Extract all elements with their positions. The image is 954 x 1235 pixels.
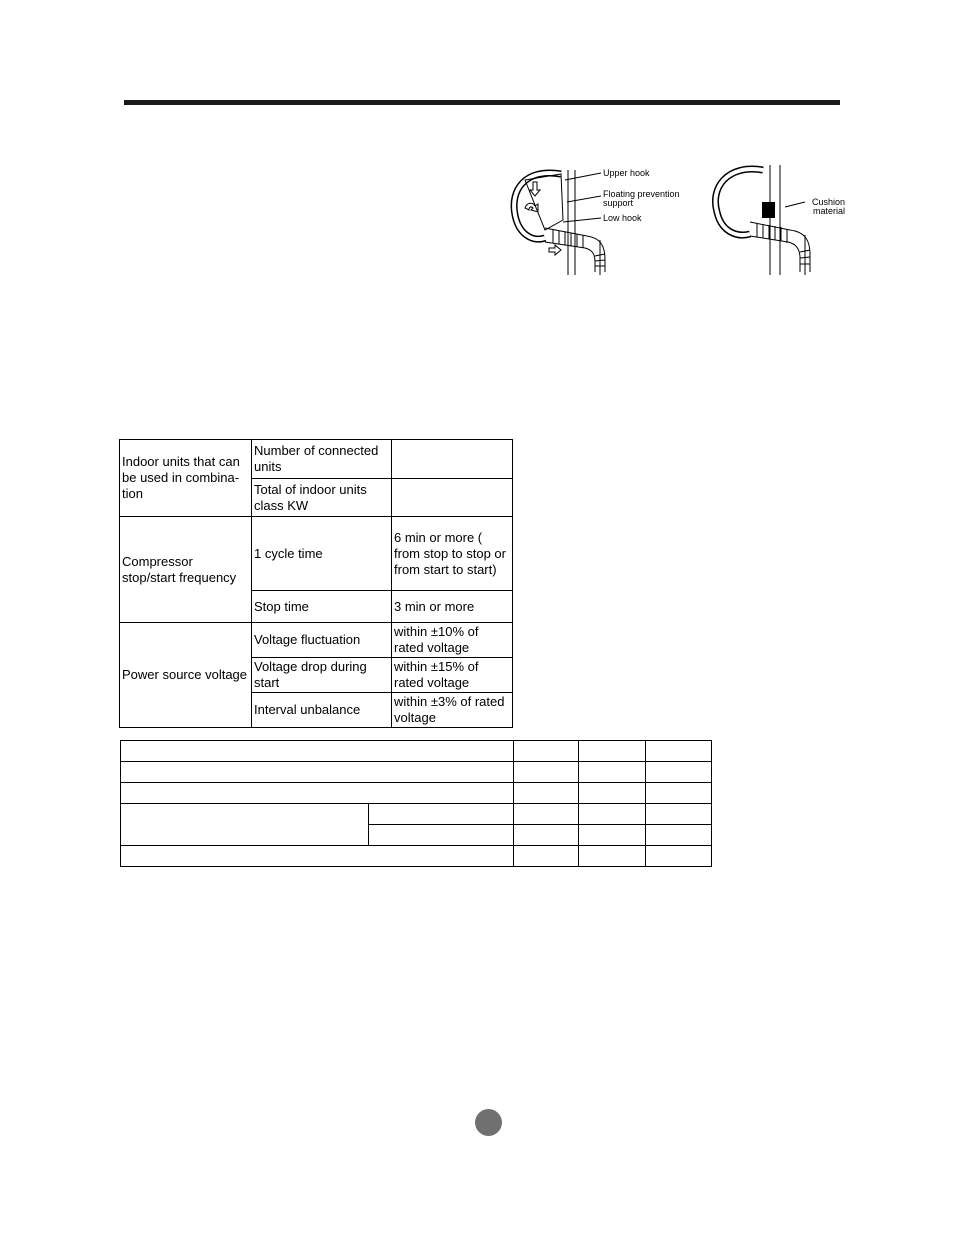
stop-time-label: Stop time: [252, 591, 392, 623]
power-source-label: Power source voltage: [120, 623, 252, 728]
table-row: [121, 741, 712, 762]
page-number-badge: [475, 1109, 502, 1136]
table-row: [120, 440, 513, 479]
table-row: [121, 846, 712, 867]
upper-hook-label: Upper hook: [603, 168, 650, 178]
operating-conditions-table: [119, 439, 513, 728]
interval-unbalance-value: within ±3% of rated voltage: [392, 693, 513, 728]
table-row: [120, 517, 513, 591]
cycle-time-value: 6 min or more ( from stop to stop or from start to start): [392, 517, 513, 591]
low-hook-label: Low hook: [603, 213, 642, 223]
table-row: [120, 623, 513, 658]
floating-prevention-support-label: Floating prevention support: [603, 189, 680, 208]
cycle-time-label: 1 cycle time: [252, 517, 392, 591]
hose-hook-illustration: [505, 160, 845, 280]
interval-unbalance-label: Interval unbalance: [252, 693, 392, 728]
total-class-value: [392, 479, 513, 517]
number-connected-value: [392, 440, 513, 479]
total-class-label: Total of indoor units class KW: [252, 479, 392, 517]
hose-hook-figure: [505, 160, 845, 280]
table-row: [121, 804, 712, 825]
top-rule: [124, 100, 840, 105]
voltage-drop-label: Voltage drop during start: [252, 658, 392, 693]
voltage-drop-value: within ±15% of rated voltage: [392, 658, 513, 693]
blank-grid-table: [120, 740, 712, 867]
compressor-label: Compressor stop/start frequency: [120, 517, 252, 623]
voltage-fluctuation-label: Voltage fluctuation: [252, 623, 392, 658]
table-row: [121, 783, 712, 804]
voltage-fluctuation-value: within ±10% of rated voltage: [392, 623, 513, 658]
cushion-material-label: Cushion material: [811, 197, 845, 216]
indoor-units-label: Indoor units that can be used in combina-tion: [120, 440, 252, 517]
cushion-material-block: [762, 202, 775, 218]
stop-time-value: 3 min or more: [392, 591, 513, 623]
table-row: [121, 762, 712, 783]
number-connected-label: Number of connected units: [252, 440, 392, 479]
